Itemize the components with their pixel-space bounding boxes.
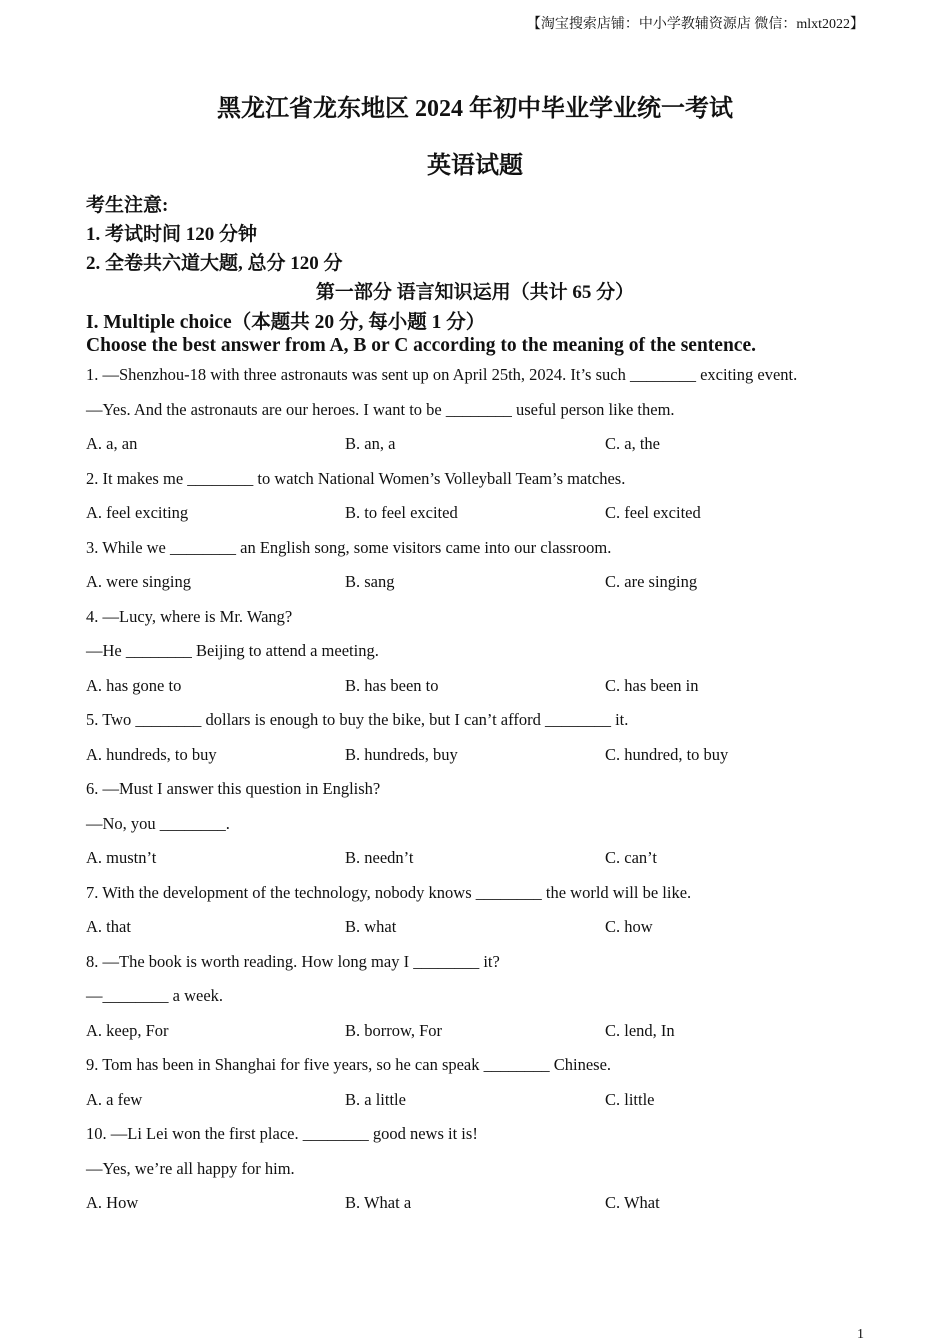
question-stem: —________ a week.: [86, 986, 224, 1005]
question-stem: —He ________ Beijing to attend a meeting.: [86, 641, 379, 660]
option-a[interactable]: A. keep, For: [86, 1020, 169, 1040]
option-b[interactable]: B. sang: [345, 572, 395, 591]
option-a[interactable]: A. How: [86, 1193, 139, 1212]
question-stem: 3. While we ________ an English song, some visitors came into our classroom.: [86, 537, 612, 557]
option-a[interactable]: A. has gone to: [86, 675, 182, 695]
question-options: [86, 744, 876, 779]
option-b[interactable]: B. an, a: [345, 434, 396, 453]
option-b[interactable]: B. what: [345, 917, 397, 936]
exam-subtitle: 英语试题: [427, 153, 523, 179]
question-stem: 9. Tom has been in Shanghai for five years, so he can speak ________ Chinese.: [86, 1055, 612, 1074]
option-a[interactable]: A. mustn’t: [86, 848, 157, 867]
question-options: [86, 502, 876, 537]
question-options: [86, 1089, 876, 1124]
question-options: [86, 847, 876, 882]
question-list: [86, 364, 876, 1227]
option-c[interactable]: C. can’t: [605, 848, 657, 867]
option-c[interactable]: C. hundred, to buy: [605, 744, 729, 764]
option-b[interactable]: B. What a: [345, 1193, 412, 1212]
option-b[interactable]: B. hundreds, buy: [345, 744, 458, 764]
notice-item: 1. 考试时间 120 分钟: [86, 224, 258, 245]
question-stem: 8. —The book is worth reading. How long may I ________ it?: [86, 951, 500, 971]
option-b[interactable]: B. borrow, For: [345, 1020, 443, 1040]
notice-heading: 考生注意:: [86, 195, 169, 216]
option-a[interactable]: A. that: [86, 917, 131, 936]
question-stem: —No, you ________.: [86, 813, 230, 833]
question-stem: 5. Two ________ dollars is enough to buy the bike, but I can’t afford ________ it.: [86, 710, 629, 729]
option-b[interactable]: B. has been to: [345, 675, 439, 695]
option-a[interactable]: A. were singing: [86, 572, 191, 591]
question-stem: —Yes, we’re all happy for him.: [86, 1158, 295, 1178]
question-stem: 6. —Must I answer this question in English?: [86, 779, 381, 798]
option-a[interactable]: A. feel exciting: [86, 503, 189, 522]
section-title: I. Multiple choice（本题共 20 分, 每小题 1 分）: [86, 312, 486, 333]
option-c[interactable]: C. feel excited: [605, 503, 701, 522]
option-b[interactable]: B. needn’t: [345, 848, 414, 867]
section-instruction: Choose the best answer from A, B or C according to the meaning of the sentence.: [86, 335, 756, 356]
question-options: [86, 1192, 876, 1227]
option-c[interactable]: C. little: [605, 1089, 655, 1109]
notice-item: 2. 全卷共六道大题, 总分 120 分: [86, 253, 343, 274]
option-c[interactable]: C. are singing: [605, 572, 698, 591]
page-number: 1: [857, 1327, 864, 1342]
option-c[interactable]: C. a, the: [605, 434, 660, 453]
question-options: [86, 1020, 876, 1055]
option-c[interactable]: C. how: [605, 917, 653, 936]
question-options: [86, 571, 876, 606]
question-stem: 10. —Li Lei won the first place. ________ good news it is!: [86, 1124, 478, 1143]
option-c[interactable]: C. What: [605, 1193, 660, 1212]
exam-title: 黑龙江省龙东地区 2024 年初中毕业学业统一考试: [217, 96, 733, 122]
question-options: [86, 916, 876, 951]
question-options: [86, 433, 876, 468]
option-a[interactable]: A. a, an: [86, 434, 138, 453]
option-a[interactable]: A. hundreds, to buy: [86, 744, 217, 764]
header-note: 【淘宝搜索店铺：中小学教辅资源店 微信：mlxt2022】: [526, 17, 864, 32]
question-options: [86, 675, 876, 710]
question-stem: 4. —Lucy, where is Mr. Wang?: [86, 606, 293, 626]
option-b[interactable]: B. a little: [345, 1089, 406, 1109]
question-stem: 7. With the development of the technology, nobody knows ________ the world will be like.: [86, 882, 692, 902]
option-c[interactable]: C. has been in: [605, 675, 699, 695]
option-c[interactable]: C. lend, In: [605, 1020, 675, 1040]
option-a[interactable]: A. a few: [86, 1089, 143, 1109]
part-title: 第一部分 语言知识运用（共计 65 分）: [315, 282, 635, 303]
option-b[interactable]: B. to feel excited: [345, 503, 458, 522]
question-stem: —Yes. And the astronauts are our heroes. I want to be ________ useful person like them.: [86, 399, 675, 419]
question-stem: 1. —Shenzhou-18 with three astronauts was sent up on April 25th, 2024. It’s such ________ exciting event.: [86, 365, 798, 384]
question-stem: 2. It makes me ________ to watch National Women’s Volleyball Team’s matches.: [86, 468, 626, 488]
